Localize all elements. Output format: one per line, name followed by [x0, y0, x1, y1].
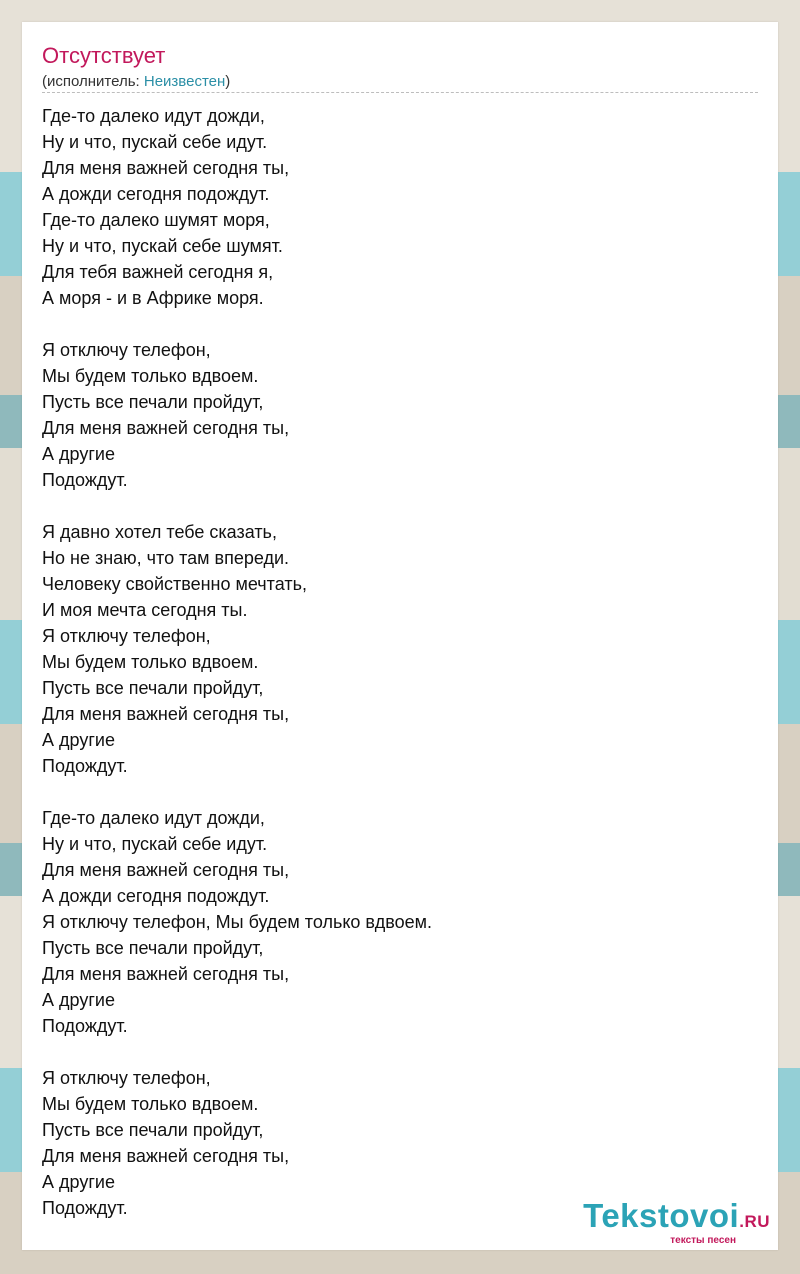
song-title: Отсутствует [42, 43, 166, 68]
logo-domain: .RU [739, 1212, 770, 1231]
artist-link[interactable]: Неизвестен [143, 73, 226, 90]
logo-tagline: тексты песен [670, 1235, 736, 1246]
site-logo[interactable] [583, 1199, 770, 1246]
lyrics-text: Где-то далеко идут дожди, Ну и что, пускай себе идут. Для меня важней сегодня ты, А дожди сегодня подождут. Где-то далеко шумят моря, Ну и что, пускай себе шумят. Для тебя важней сегодня я, А моря - и в Африке моря. Я отключу телефон, Мы будем только вдвоем. Пусть все печали пройдут, Для меня важней сегодня ты, А другие Подождут. Я давно хотел тебе сказать, Но не знаю, что там впереди. Человеку свойственно мечтать, И моя мечта сегодня ты. Я отключу телефон, Мы будем только вдвоем. Пусть все печали пройдут, Для меня важней сегодня ты, А другие Подождут. Где-то далеко идут дожди, Ну и что, пускай себе идут. Для меня важней сегодня ты, А дожди сегодня подождут. Я отключу телефон, Мы будем только вдвоем. Пусть все печали пройдут, Для меня важней сегодня ты, А другие Подождут. Я отключу телефон, Мы будем только вдвоем. Пусть все печали пройдут, Для меня важней сегодня ты, А другие Подождут. [42, 106, 433, 1218]
lyrics-card [22, 22, 778, 1250]
dashed-divider [42, 92, 758, 93]
logo-name: Tekstovoi [583, 1197, 740, 1234]
artist-prefix: (исполнитель: [42, 73, 144, 90]
logo-wordmark [583, 1199, 770, 1239]
artist-suffix: ) [225, 73, 231, 90]
artist-line [42, 72, 230, 92]
